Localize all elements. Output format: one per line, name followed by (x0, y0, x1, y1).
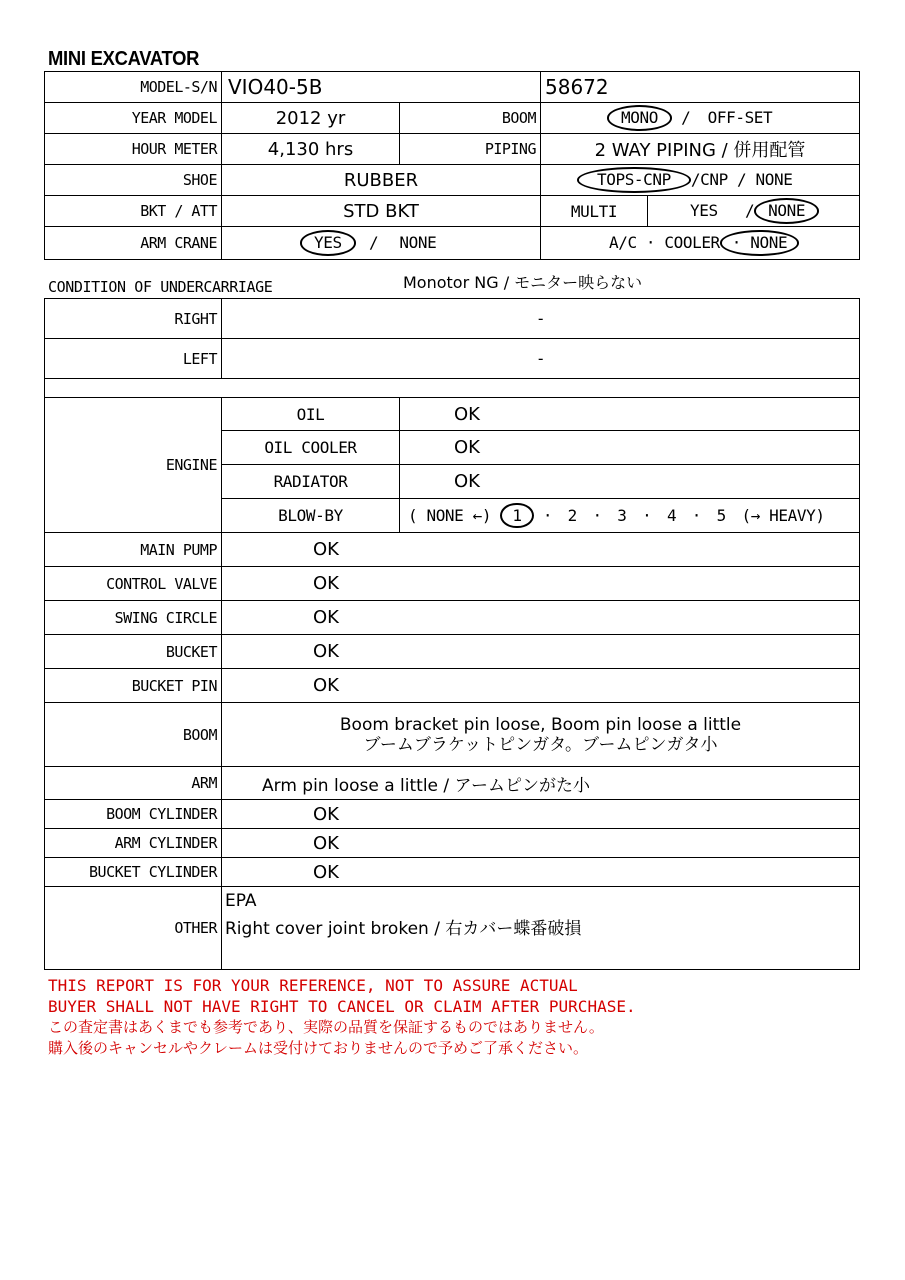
control-valve-value: OK (222, 567, 860, 601)
swing-circle-value: OK (222, 601, 860, 635)
undercarriage-left-label: LEFT (45, 339, 222, 379)
arm-label: ARM (45, 767, 222, 800)
undercarriage-spacer-row (45, 379, 860, 398)
arm-crane-separator: / (368, 233, 379, 253)
disclaimer-line2: BUYER SHALL NOT HAVE RIGHT TO CANCEL OR CLAIM AFTER PURCHASE. (48, 997, 636, 1016)
arm-crane-yes-circled: YES (300, 230, 356, 256)
control-valve-label: CONTROL VALVE (45, 567, 222, 601)
engine-oil-cooler-label: OIL COOLER (222, 431, 400, 465)
undercarriage-table (44, 298, 860, 398)
boom-mono-circled: MONO (607, 105, 672, 131)
piping-label: PIPING (400, 134, 541, 165)
multi-separator: / (744, 201, 755, 221)
engine-radiator-label: RADIATOR (222, 465, 400, 499)
boom-offset-option: OFF-SET (707, 108, 773, 128)
multi-label: MULTI (541, 196, 648, 227)
inspection-table (44, 397, 860, 970)
bkt-att-value: STD BKT (222, 196, 541, 227)
boom-cylinder-label: BOOM CYLINDER (45, 800, 222, 829)
hour-meter-label: HOUR METER (45, 134, 222, 165)
disclaimer-line3: この査定書はあくまでも参考であり、実際の品質を保証するものではありません。 (48, 1018, 604, 1036)
main-pump-value: OK (222, 533, 860, 567)
disclaimer-line4: 購入後のキャンセルやクレームは受付けておりませんので予めご了承ください。 (48, 1039, 589, 1057)
undercarriage-right-value: - (222, 299, 860, 339)
disclaimer-block (48, 975, 636, 1059)
engine-radiator-value: OK (400, 465, 860, 499)
other-line-cover: Right cover joint broken / 右カバー蝶番破損 (225, 919, 582, 939)
year-value: 2012 yr (222, 103, 400, 134)
main-pump-label: MAIN PUMP (45, 533, 222, 567)
undercarriage-heading: CONDITION OF UNDERCARRIAGE (48, 278, 273, 296)
arm-condition: Arm pin loose a little / アームピンがた小 (222, 767, 860, 800)
model-value: VIO40-5B (222, 72, 541, 103)
bucket-pin-value: OK (222, 669, 860, 703)
other-label: OTHER (45, 887, 222, 970)
spec-table (44, 71, 860, 260)
bucket-cylinder-label: BUCKET CYLINDER (45, 858, 222, 887)
shoe-label: SHOE (45, 165, 222, 196)
bucket-pin-label: BUCKET PIN (45, 669, 222, 703)
boom-condition-line1: Boom bracket pin loose, Boom pin loose a little (339, 714, 742, 735)
boom-type-label: BOOM (400, 103, 541, 134)
blowby-scale: · 2 · 3 · 4 · 5 (→ HEAVY) (542, 505, 825, 525)
hour-meter-value: 4,130 hrs (222, 134, 400, 165)
engine-blowby-label: BLOW-BY (222, 499, 400, 533)
undercarriage-right-label: RIGHT (45, 299, 222, 339)
arm-crane-none-option: NONE (399, 233, 437, 253)
piping-value: 2 WAY PIPING / 併用配管 (541, 134, 860, 165)
monitor-note: Monotor NG / モニター映らない (403, 273, 643, 292)
multi-none-circled: NONE (754, 198, 819, 224)
boom-separator: / (681, 108, 691, 128)
swing-circle-label: SWING CIRCLE (45, 601, 222, 635)
boom-condition-line2: ブームブラケットピンガタ。ブームピンガタ小 (363, 734, 718, 755)
boom-cylinder-value: OK (222, 800, 860, 829)
ac-cooler-label: A/C · COOLER (609, 233, 720, 253)
disclaimer-line1: THIS REPORT IS FOR YOUR REFERENCE, NOT TO ASSURE ACTUAL (48, 976, 578, 995)
bucket-cylinder-value: OK (222, 858, 860, 887)
model-sn-label: MODEL-S/N (45, 72, 222, 103)
shoe-value: RUBBER (222, 165, 541, 196)
shoe-other-options: /CNP / NONE (690, 170, 793, 190)
engine-oil-label: OIL (222, 398, 400, 431)
boom-label: BOOM (45, 703, 222, 767)
bucket-label: BUCKET (45, 635, 222, 669)
arm-crane-label: ARM CRANE (45, 227, 222, 260)
year-label: YEAR MODEL (45, 103, 222, 134)
arm-cylinder-label: ARM CYLINDER (45, 829, 222, 858)
blowby-none-end: ( NONE ←) (408, 505, 492, 525)
serial-value: 58672 (541, 72, 860, 103)
undercarriage-left-value: - (222, 339, 860, 379)
engine-label: ENGINE (45, 398, 222, 533)
ac-none-circled: · NONE (720, 230, 799, 256)
bucket-value: OK (222, 635, 860, 669)
engine-oil-value: OK (400, 398, 860, 431)
other-line-epa: EPA (225, 891, 257, 911)
multi-yes-option: YES (690, 201, 718, 221)
engine-oil-cooler-value: OK (400, 431, 860, 465)
shoe-tops-cnp-circled: TOPS-CNP (577, 167, 691, 193)
arm-cylinder-value: OK (222, 829, 860, 858)
blowby-level-circled: 1 (500, 503, 533, 529)
bkt-att-label: BKT / ATT (45, 196, 222, 227)
report-title: MINI EXCAVATOR (48, 48, 200, 70)
